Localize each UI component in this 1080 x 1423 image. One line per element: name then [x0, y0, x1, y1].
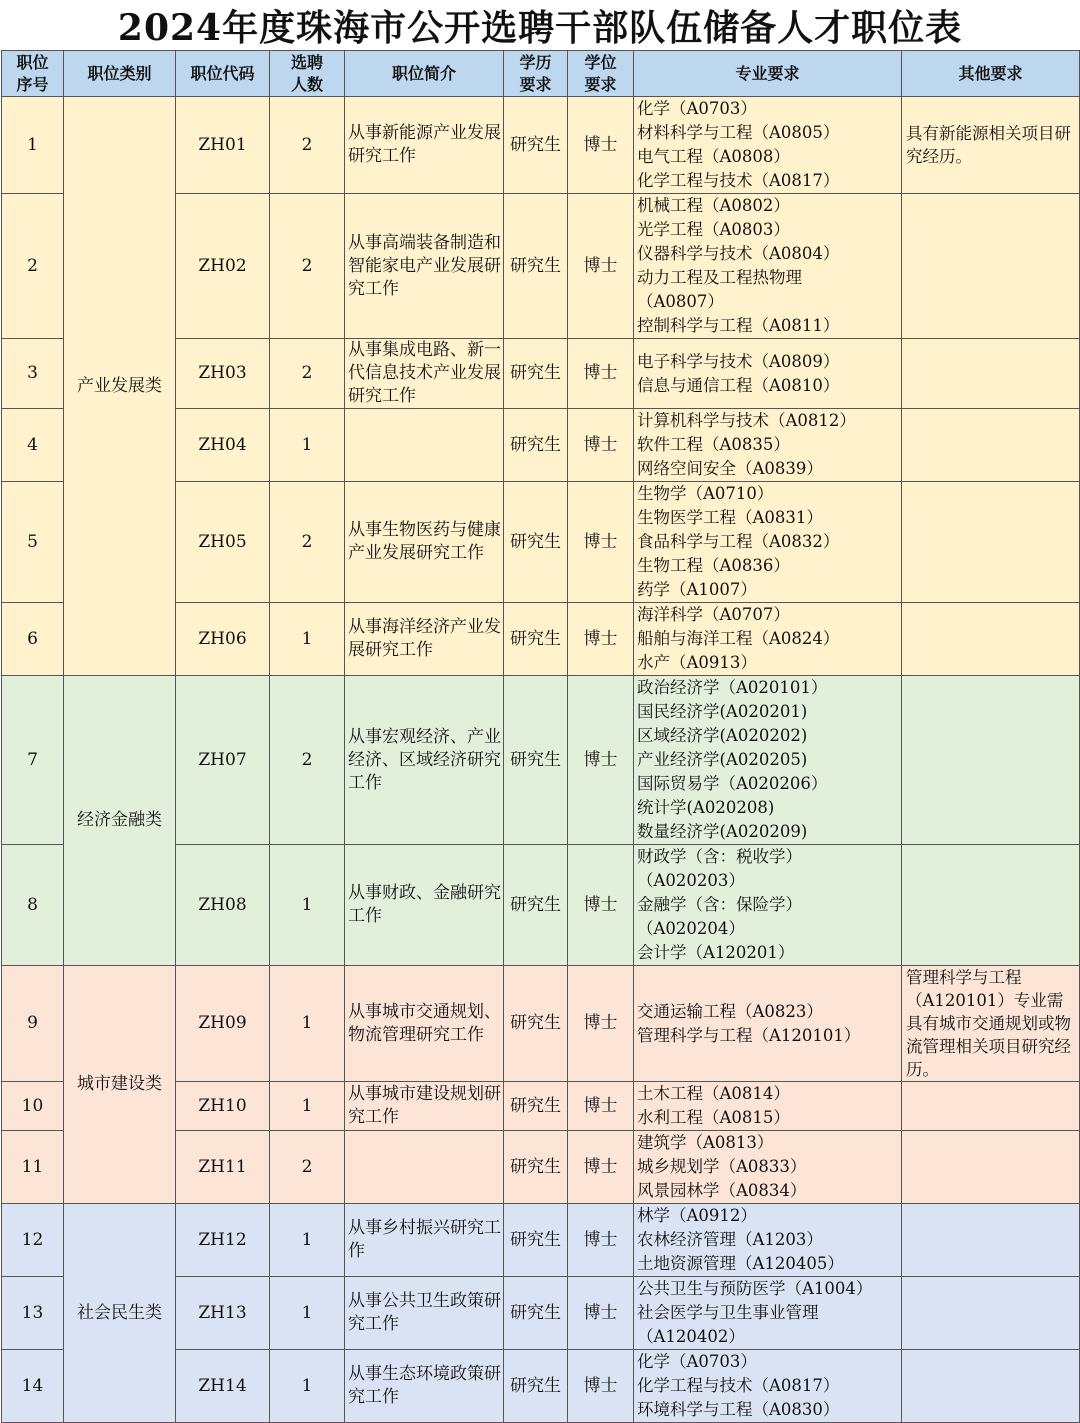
major-item: 国民经济学(A020201) — [637, 702, 808, 721]
major-item: 水利工程（A0815） — [637, 1108, 790, 1127]
major-item: 产业经济学(A020205) — [637, 750, 808, 769]
header-intro: 职位简介 — [345, 51, 504, 97]
cell-education: 研究生 — [504, 1204, 568, 1277]
cell-code: ZH09 — [176, 966, 270, 1082]
cell-count: 2 — [270, 482, 345, 603]
cell-code: ZH10 — [176, 1082, 270, 1131]
major-item: 土木工程（A0814） — [637, 1084, 790, 1103]
cell-degree: 博士 — [568, 603, 634, 676]
cell-seq: 2 — [2, 194, 64, 339]
cell-intro — [345, 1131, 504, 1204]
cell-other — [902, 1350, 1080, 1423]
cell-major — [634, 1277, 902, 1350]
header-code: 职位代码 — [176, 51, 270, 97]
major-item: 机械工程（A0802） — [637, 196, 790, 215]
cell-major — [634, 194, 902, 339]
cell-other — [902, 603, 1080, 676]
major-item: 化学工程与技术（A0817） — [637, 171, 840, 190]
cell-other — [902, 1131, 1080, 1204]
major-item: 控制科学与工程（A0811） — [637, 316, 840, 335]
cell-seq: 6 — [2, 603, 64, 676]
cell-education: 研究生 — [504, 482, 568, 603]
cell-intro: 从事新能源产业发展研究工作 — [345, 97, 504, 194]
cell-education: 研究生 — [504, 1082, 568, 1131]
cell-code: ZH13 — [176, 1277, 270, 1350]
cell-code: ZH11 — [176, 1131, 270, 1204]
cell-degree: 博士 — [568, 97, 634, 194]
major-item: 林学（A0912） — [637, 1206, 757, 1225]
cell-intro — [345, 409, 504, 482]
cell-count: 2 — [270, 676, 345, 845]
cell-seq: 11 — [2, 1131, 64, 1204]
major-item: 药学（A1007） — [637, 580, 757, 599]
header-other: 其他要求 — [902, 51, 1080, 97]
cell-education: 研究生 — [504, 97, 568, 194]
cell-major — [634, 1082, 902, 1131]
cell-major — [634, 1131, 902, 1204]
major-item: 网络空间安全（A0839） — [637, 459, 823, 478]
cell-category: 城市建设类 — [64, 966, 176, 1204]
major-item: 会计学（A120201） — [637, 943, 795, 962]
cell-education: 研究生 — [504, 339, 568, 409]
cell-seq: 8 — [2, 845, 64, 966]
major-item: 公共卫生与预防医学（A1004） — [637, 1279, 873, 1298]
major-item: 生物工程（A0836） — [637, 556, 790, 575]
major-item: （A120402） — [637, 1327, 745, 1346]
major-item: 土地资源管理（A120405） — [637, 1254, 844, 1273]
cell-intro: 从事生态环境政策研究工作 — [345, 1350, 504, 1423]
major-item: 社会医学与卫生事业管理 — [637, 1303, 819, 1322]
header-category: 职位类别 — [64, 51, 176, 97]
header-education: 学历 要求 — [504, 51, 568, 97]
table-row — [2, 1204, 1080, 1277]
cell-count: 2 — [270, 97, 345, 194]
page-title: 2024年度珠海市公开选聘干部队伍储备人才职位表 — [117, 7, 963, 49]
cell-code: ZH08 — [176, 845, 270, 966]
cell-major — [634, 676, 902, 845]
major-item: 软件工程（A0835） — [637, 435, 790, 454]
cell-other — [902, 194, 1080, 339]
cell-seq: 5 — [2, 482, 64, 603]
major-item: 信息与通信工程（A0810） — [637, 375, 840, 395]
cell-degree: 博士 — [568, 1350, 634, 1423]
cell-major — [634, 97, 902, 194]
header-seq: 职位 序号 — [2, 51, 64, 97]
cell-major — [634, 603, 902, 676]
cell-major — [634, 966, 902, 1082]
cell-code: ZH03 — [176, 339, 270, 409]
cell-other — [902, 409, 1080, 482]
cell-other — [902, 482, 1080, 603]
cell-other — [902, 339, 1080, 409]
cell-degree: 博士 — [568, 1204, 634, 1277]
cell-degree: 博士 — [568, 676, 634, 845]
cell-education: 研究生 — [504, 194, 568, 339]
table-row — [2, 676, 1080, 845]
cell-code: ZH06 — [176, 603, 270, 676]
header-degree: 学位 要求 — [568, 51, 634, 97]
cell-degree: 博士 — [568, 1082, 634, 1131]
cell-code: ZH05 — [176, 482, 270, 603]
cell-intro: 从事城市建设规划研究工作 — [345, 1082, 504, 1131]
cell-seq: 13 — [2, 1277, 64, 1350]
major-item: （A020204） — [637, 919, 745, 938]
major-item: 船舶与海洋工程（A0824） — [637, 629, 840, 648]
major-item: 动力工程及工程热物理 — [637, 268, 802, 287]
cell-intro: 从事集成电路、新一代信息技术产业发展研究工作 — [345, 339, 504, 409]
cell-degree: 博士 — [568, 845, 634, 966]
cell-other — [902, 1082, 1080, 1131]
cell-count: 2 — [270, 339, 345, 409]
cell-seq: 14 — [2, 1350, 64, 1423]
cell-degree: 博士 — [568, 966, 634, 1082]
cell-category: 经济金融类 — [64, 676, 176, 966]
cell-seq: 10 — [2, 1082, 64, 1131]
cell-intro: 从事公共卫生政策研究工作 — [345, 1277, 504, 1350]
cell-seq: 4 — [2, 409, 64, 482]
cell-major — [634, 1204, 902, 1277]
major-item: 海洋科学（A0707） — [637, 605, 790, 624]
cell-education: 研究生 — [504, 1131, 568, 1204]
cell-degree: 博士 — [568, 1131, 634, 1204]
major-item: 国际贸易学（A020206） — [637, 774, 828, 793]
major-item: 食品科学与工程（A0832） — [637, 532, 840, 551]
position-table — [1, 50, 1080, 1423]
table-body — [2, 97, 1080, 1423]
major-item: 仪器科学与技术（A0804） — [637, 244, 840, 263]
cell-education: 研究生 — [504, 1277, 568, 1350]
cell-intro: 从事财政、金融研究工作 — [345, 845, 504, 966]
cell-intro: 从事高端装备制造和智能家电产业发展研究工作 — [345, 194, 504, 339]
cell-code: ZH07 — [176, 676, 270, 845]
cell-category: 产业发展类 — [64, 97, 176, 676]
major-item: 化学（A0703） — [637, 99, 757, 118]
cell-intro: 从事乡村振兴研究工作 — [345, 1204, 504, 1277]
cell-education: 研究生 — [504, 1350, 568, 1423]
major-item: 统计学(A020208) — [637, 798, 775, 817]
major-item: 管理科学与工程（A120101） — [637, 1025, 861, 1045]
cell-code: ZH14 — [176, 1350, 270, 1423]
cell-other: 管理科学与工程（A120101）专业需具有城市交通规划或物流管理相关项目研究经历。 — [902, 966, 1080, 1082]
cell-other — [902, 1204, 1080, 1277]
major-item: 生物医学工程（A0831） — [637, 508, 823, 527]
major-item: 财政学（含：税收学） — [637, 847, 802, 866]
cell-count: 2 — [270, 1131, 345, 1204]
major-item: 风景园林学（A0834） — [637, 1181, 807, 1200]
cell-seq: 12 — [2, 1204, 64, 1277]
major-item: 政治经济学（A020101） — [637, 678, 828, 697]
header-major: 专业要求 — [634, 51, 902, 97]
table-header-row — [2, 51, 1080, 97]
cell-education: 研究生 — [504, 409, 568, 482]
cell-other — [902, 676, 1080, 845]
cell-seq: 1 — [2, 97, 64, 194]
cell-count: 1 — [270, 966, 345, 1082]
major-item: 交通运输工程（A0823） — [637, 1001, 823, 1021]
cell-major — [634, 339, 902, 409]
cell-category: 社会民生类 — [64, 1204, 176, 1423]
cell-degree: 博士 — [568, 1277, 634, 1350]
cell-intro: 从事宏观经济、产业经济、区域经济研究工作 — [345, 676, 504, 845]
cell-count: 1 — [270, 1277, 345, 1350]
cell-degree: 博士 — [568, 194, 634, 339]
cell-count: 1 — [270, 1082, 345, 1131]
major-item: 城乡规划学（A0833） — [637, 1157, 807, 1176]
major-item: 材料科学与工程（A0805） — [637, 123, 840, 142]
table-row — [2, 97, 1080, 194]
table-row — [2, 966, 1080, 1082]
cell-education: 研究生 — [504, 603, 568, 676]
major-item: 农林经济管理（A1203） — [637, 1230, 823, 1249]
major-item: （A020203） — [637, 871, 745, 890]
major-item: 环境科学与工程（A0830） — [637, 1400, 840, 1419]
cell-code: ZH12 — [176, 1204, 270, 1277]
major-item: 数量经济学(A020209) — [637, 822, 808, 841]
cell-count: 1 — [270, 1350, 345, 1423]
cell-degree: 博士 — [568, 482, 634, 603]
major-item: 计算机科学与技术（A0812） — [637, 411, 856, 430]
cell-major — [634, 1350, 902, 1423]
major-item: 电气工程（A0808） — [637, 147, 790, 166]
cell-count: 1 — [270, 1204, 345, 1277]
header-count: 选聘 人数 — [270, 51, 345, 97]
major-item: 生物学（A0710） — [637, 484, 774, 503]
cell-count: 1 — [270, 845, 345, 966]
cell-intro: 从事城市交通规划、物流管理研究工作 — [345, 966, 504, 1082]
major-item: 化学（A0703） — [637, 1352, 757, 1371]
cell-major — [634, 409, 902, 482]
cell-count: 1 — [270, 603, 345, 676]
cell-education: 研究生 — [504, 845, 568, 966]
cell-seq: 9 — [2, 966, 64, 1082]
cell-seq: 7 — [2, 676, 64, 845]
cell-other — [902, 845, 1080, 966]
cell-major — [634, 482, 902, 603]
cell-code: ZH04 — [176, 409, 270, 482]
cell-intro: 从事海洋经济产业发展研究工作 — [345, 603, 504, 676]
major-item: 区域经济学(A020202) — [637, 726, 808, 745]
major-item: 电子科学与技术（A0809） — [637, 351, 840, 371]
cell-degree: 博士 — [568, 339, 634, 409]
major-item: （A0807） — [637, 292, 724, 311]
major-item: 水产（A0913） — [637, 653, 757, 672]
major-item: 建筑学（A0813） — [637, 1133, 774, 1152]
major-item: 光学工程（A0803） — [637, 220, 790, 239]
major-item: 化学工程与技术（A0817） — [637, 1376, 840, 1395]
cell-code: ZH02 — [176, 194, 270, 339]
cell-education: 研究生 — [504, 966, 568, 1082]
cell-code: ZH01 — [176, 97, 270, 194]
cell-intro: 从事生物医药与健康产业发展研究工作 — [345, 482, 504, 603]
cell-seq: 3 — [2, 339, 64, 409]
cell-education: 研究生 — [504, 676, 568, 845]
cell-other — [902, 1277, 1080, 1350]
major-item: 金融学（含：保险学） — [637, 895, 802, 914]
cell-major — [634, 845, 902, 966]
cell-other: 具有新能源相关项目研究经历。 — [902, 97, 1080, 194]
cell-count: 1 — [270, 409, 345, 482]
cell-degree: 博士 — [568, 409, 634, 482]
cell-count: 2 — [270, 194, 345, 339]
